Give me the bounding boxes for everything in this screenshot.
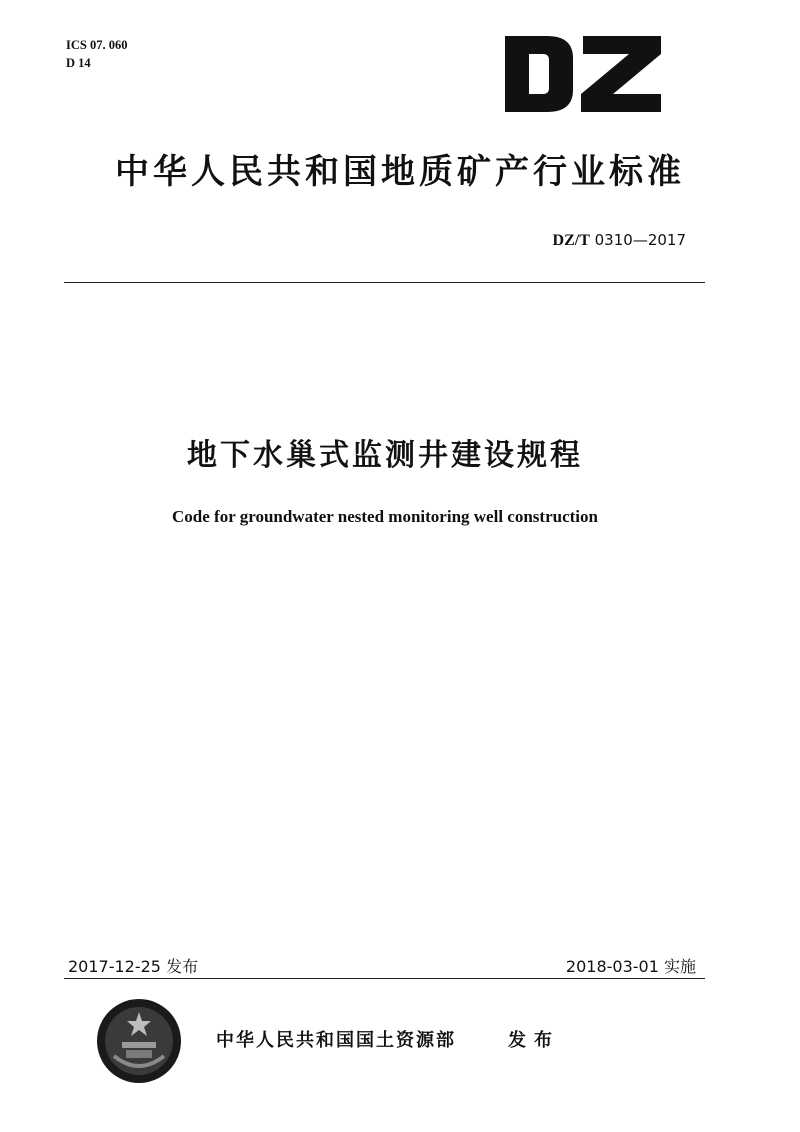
standard-number: [553, 230, 686, 251]
classification-codes: [66, 36, 127, 72]
issuing-authority: 中华人民共和国国土资源部: [216, 1030, 456, 1051]
implementation-date: 2018-03-01 实施: [565, 957, 696, 976]
national-emblem-seal: [96, 998, 182, 1084]
standard-prefix: DZ/T: [552, 232, 590, 249]
ccs-code: D 14: [66, 56, 91, 70]
dz-logo: [503, 34, 663, 114]
document-title-chinese: 地下水巢式监测井建设规程: [187, 438, 583, 473]
document-title-english: Code for groundwater nested monitoring well construction: [172, 507, 598, 526]
standard-code: 0310—2017: [594, 231, 686, 249]
issue-date: 2017-12-25 发布: [68, 957, 199, 976]
standard-category-title: 中华人民共和国地质矿产行业标准: [115, 152, 685, 192]
issue-label: 发布: [508, 1030, 560, 1051]
ics-code: ICS 07. 060: [66, 38, 128, 52]
bottom-divider: [64, 978, 705, 979]
top-divider: [64, 282, 705, 283]
